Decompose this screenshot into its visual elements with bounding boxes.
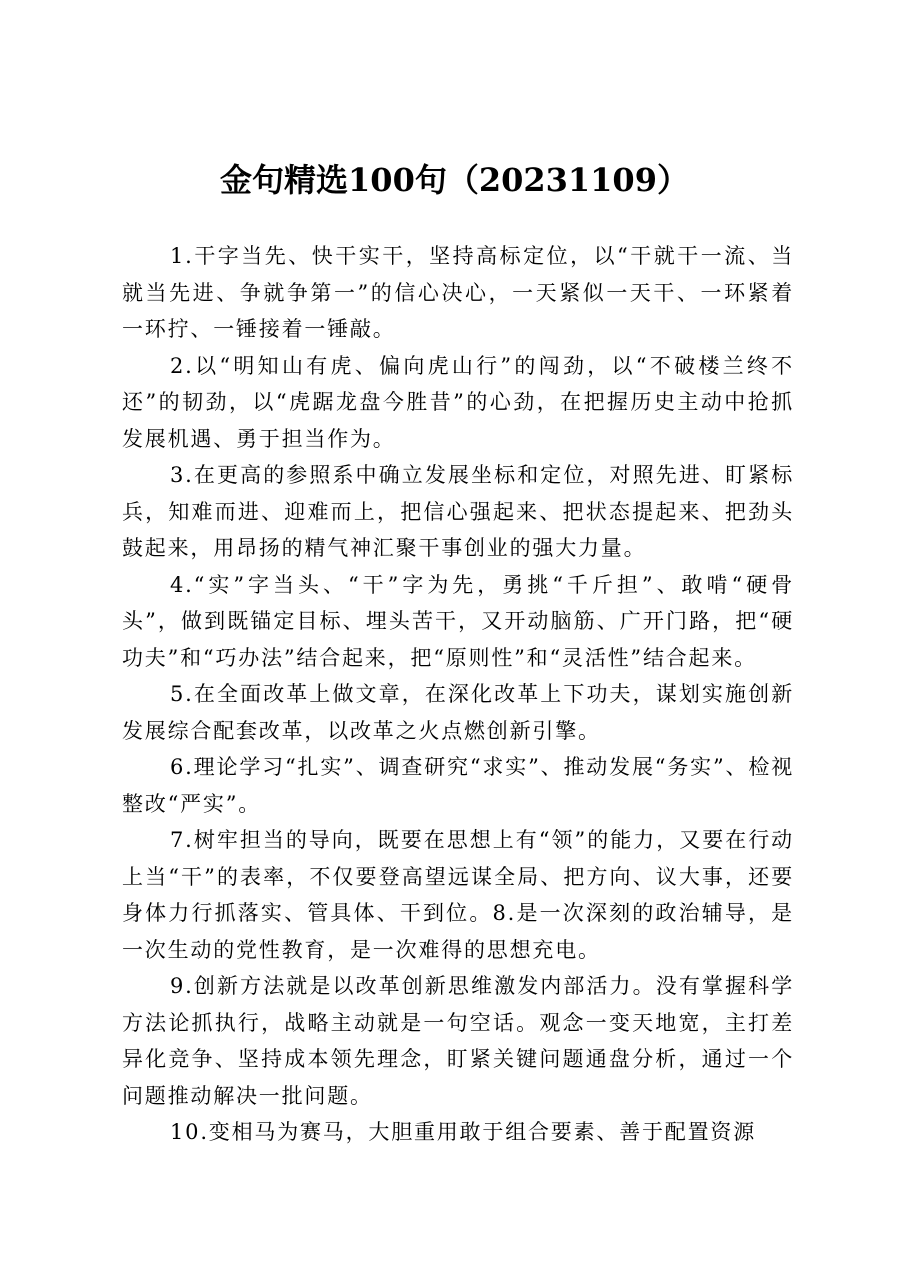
paragraph: 9.创新方法就是以改革创新思维激发内部活力。没有掌握科学方法论抓执行，战略主动就是一句空话。观念一变天地宽，主打差异化竞争、坚持成本领先理念，盯紧关键问题通盘分析，通过一个问题推动解决一批问题。 (122, 974, 794, 1108)
paragraph: 6.理论学习“扎实”、调查研究“求实”、推动发展“务实”、检视整改“严实”。 (122, 755, 794, 816)
paragraph: 2.以“明知山有虎、偏向虎山行”的闯劲，以“不破楼兰终不还”的韧劲，以“虎踞龙盘今胜昔”的心劲，在把握历史主动中抢抓发展机遇、勇于担当作为。 (122, 353, 794, 451)
paragraph: 3.在更高的参照系中确立发展坐标和定位，对照先进、盯紧标兵，知难而进、迎难而上，把信心强起来、把状态提起来、把劲头鼓起来，用昂扬的精气神汇聚干事创业的强大力量。 (122, 463, 794, 560)
paragraph: 10.变相马为赛马，大胆重用敢于组合要素、善于配置资源 (170, 1120, 756, 1144)
paragraph: 4.“实”字当头、“干”字为先，勇挑“千斤担”、敢啃“硬骨头”，做到既锚定目标、埋头苦干，又开动脑筋、广开门路，把“硬功夫”和“巧办法”结合起来，把“原则性”和“灵活性”结合起来。 (122, 572, 794, 670)
paragraph: 7.树牢担当的导向，既要在思想上有“领”的能力，又要在行动上当“干”的表率，不仅要登高望远谋全局、把方向、议大事，还要身体力行抓落实、管具体、干到位。8.是一次深刻的政治辅导，是一次生动的党性教育，是一次难得的思想充电。 (122, 828, 794, 962)
document-title: 金句精选100句（20231109） (220, 161, 689, 199)
document-body (122, 238, 794, 1151)
paragraph: 5.在全面改革上做文章，在深化改革上下功夫，谋划实施创新发展综合配套改革，以改革之火点燃创新引擎。 (122, 682, 794, 743)
paragraph: 1.干字当先、快干实干，坚持高标定位，以“干就干一流、当就当先进、争就争第一”的信心决心，一天紧似一天干、一环紧着一环拧、一锤接着一锤敲。 (122, 244, 794, 341)
